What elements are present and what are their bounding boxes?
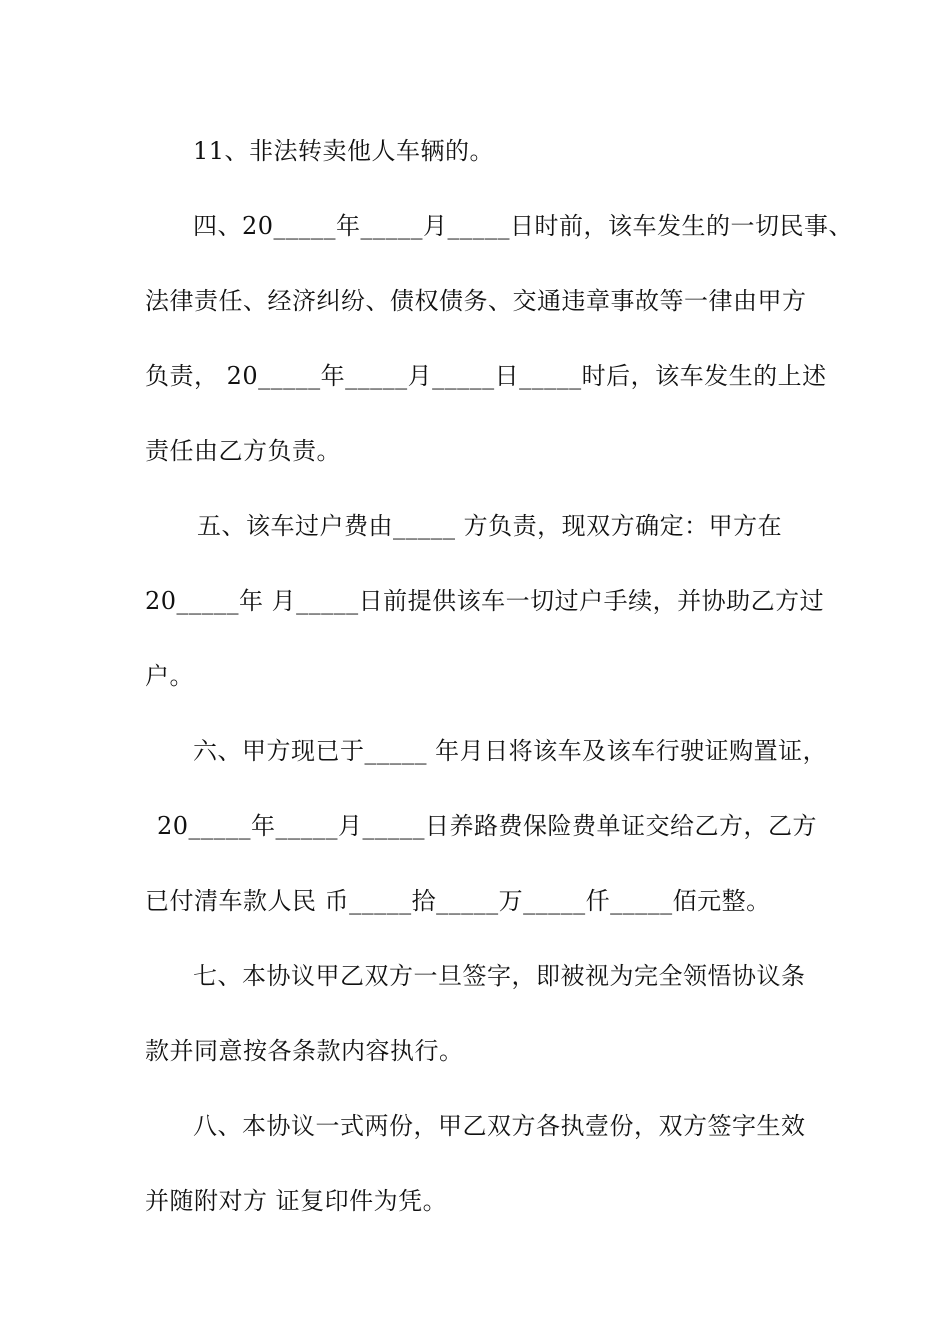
text-line-2: 四、20_____年_____月_____日时前，该车发生的一切民事、: [193, 212, 854, 240]
text-line-9: 六、甲方现已于_____ 年月日将该车及该车行驶证购置证，: [193, 737, 828, 765]
text-line-6: 五、该车过户费由_____ 方负责，现双方确定：甲方在: [197, 512, 783, 540]
text-line-13: 款并同意按各条款内容执行。: [145, 1037, 464, 1065]
text-line-7: 20_____年 月_____日前提供该车一切过户手续，并协助乙方过: [145, 587, 825, 615]
text-line-5: 责任由乙方负责。: [145, 437, 341, 465]
text-line-12: 七、本协议甲乙双方一旦签字，即被视为完全领悟协议条: [193, 962, 806, 990]
text-line-14: 八、本协议一式两份，甲乙双方各执壹份，双方签字生效: [193, 1112, 806, 1140]
text-line-1: 11、非法转卖他人车辆的。: [193, 137, 495, 165]
text-line-10: 20_____年_____月_____日养路费保险费单证交给乙方，乙方: [157, 812, 818, 840]
text-line-4: 负责， 20_____年_____月_____日_____时后，该车发生的上述: [145, 362, 827, 390]
text-line-15: 并随附对方 证复印件为凭。: [145, 1187, 448, 1215]
text-line-8: 户。: [145, 662, 194, 690]
text-line-11: 已付清车款人民 币_____拾_____万_____仟_____佰元整。: [145, 887, 771, 915]
text-line-3: 法律责任、经济纠纷、债权债务、交通违章事故等一律由甲方: [145, 287, 807, 315]
